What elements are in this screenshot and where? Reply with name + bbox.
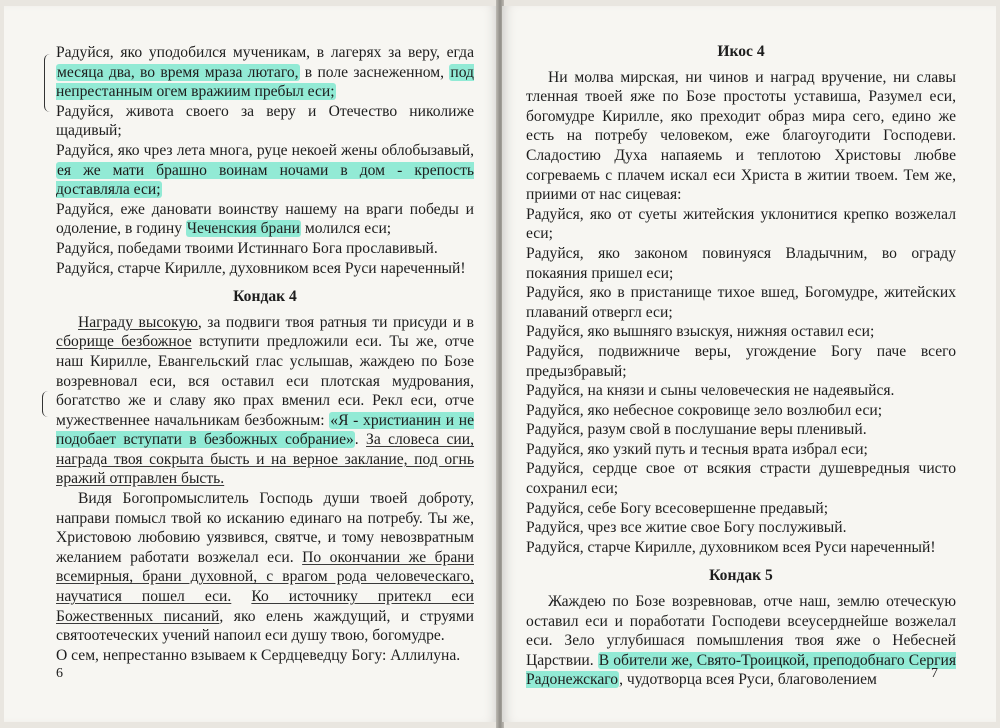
ikos-line: Радуйся, яко вышняго взыскуя, нижняя оставил еси; <box>526 323 875 341</box>
underlined-text: Награду высокую <box>78 313 198 331</box>
ikos-line: Радуйся, подвижниче веры, угождение Богу паче всего предызбравый; <box>526 342 956 380</box>
paragraph <box>56 489 474 646</box>
paragraph <box>56 141 474 200</box>
highlighted-text: ея же мати брашно воинам ночами в дом - крепость доставляла еси; <box>56 161 474 199</box>
ikos-line: Радуйся, старче Кирилле, духовником всея Руси нареченный! <box>526 538 936 556</box>
section-heading: Кондак 4 <box>233 288 297 306</box>
ikos-line: Радуйся, яко небесное сокровище зело возлюбил еси; <box>526 401 883 419</box>
paragraph <box>56 313 474 489</box>
text-run: Радуйся, еже дановати воинству нашему на враги победы и одоление, в годину <box>56 200 474 238</box>
underlined-text: сборище безбожное <box>56 333 192 351</box>
paragraph <box>56 200 474 239</box>
ikos-line: Радуйся, яко в пристанище тихое вшед, Богомудре, житейских плаваний отвергл еси; <box>526 284 956 321</box>
ikos-lines <box>526 205 956 558</box>
paragraph <box>526 592 956 690</box>
ikos-line: Радуйся, яко от суеты житейския уклонитися крепко возжелал еси; <box>526 205 956 243</box>
text-run: Радуйся, яко чрез лета многа, руце некоей жены облобызавый, <box>56 141 474 159</box>
paragraph: О сем, непрестанно взываем к Сердцеведцу Богу: Аллилуна. <box>56 646 461 664</box>
ikos-line: Радуйся, яко законом повинуяся Владычним, во ограду покаяния пришел еси; <box>526 244 956 282</box>
underlined-text: За словеса сии, награда твоя сокрыта бысть и на верное заклание, под огнь вражий отправлен бысть. <box>56 431 475 488</box>
text-run: в поле заснеженном, <box>299 63 450 81</box>
page-number: 6 <box>56 666 63 681</box>
ikos-line: Радуйся, чрез все житие свое Богу послуживый. <box>526 519 847 537</box>
text-run <box>231 588 251 605</box>
paragraph <box>56 43 474 102</box>
ikos-line: Радуйся, яко узкий путь и тесныя врата избрал еси; <box>526 440 868 458</box>
paragraph: Радуйся, живота своего за веру и Отечество николиже щадивый; <box>56 102 474 140</box>
underlined-text: Ко источнику притекл еси Божественных писаний <box>56 588 474 625</box>
right-page <box>502 6 996 722</box>
highlighted-text: «Я - христианин и не подобает вступати в безбожных собрание» <box>56 411 474 449</box>
highlighted-text: под непрестанным огем вражиим пребыл еси; <box>56 63 474 101</box>
ikos-line: Радуйся, разум свой в послушание веры пленивый. <box>526 421 867 439</box>
highlighted-text: месяца два, во время мраза лютаго, <box>57 63 299 81</box>
paragraph: Ни молва мирская, ни чинов и наград вручение, ни славы тленная твоей яже по Бозе простоты уставиша, Разумел еси, богомудре Кирилле, яко преходит образ мира сего, едино же есть на потребу человеком, еже благоугодити Господеви. Сладостию Духа напаяемь и теплотою Христовы любве согреваемь с плачем искал еси Христа в житии твоем. Тем же, приими от нас сицевая: <box>526 68 956 204</box>
highlighted-text: В обители же, Свято-Троицкой, преподобнаго Сергия Радонежскаго <box>526 651 956 689</box>
text-run: Жаждею по Бозе возревновав, отче наш, землю отеческую оставил еси и поработати Господеви всеусерднейше возжелал еси. Зело углубишася помышления твоя яже о Небесней Царствии. <box>526 593 956 669</box>
pen-mark <box>42 391 53 417</box>
text-run: , за подвиги твоя ратныя ти присуди и в <box>197 313 474 331</box>
ikos-line: Радуйся, на князи и сыны человеческия не надеявыйся. <box>526 382 895 400</box>
ikos-line: Радуйся, сердце свое от всякия страсти душевредныя чисто сохранил еси; <box>526 460 956 498</box>
text-run: , чудотворца всея Руси, благоволением <box>619 671 877 689</box>
paragraph: Радуйся, победами твоими Истиннаго Бога прославивый. <box>56 239 438 257</box>
highlighted-text: Чеченския брани <box>186 220 300 238</box>
text-run: вступити предложили еси. Ты же, отче наш Кирилле, Евангельский глас услышав, жаждею по Бозе возревновал еси, вся оставил еси плотская мудрования, богатство же и славу яко прах вменил еси. Рекл еси, отче мужественнее начальникам безбожным: <box>56 333 474 429</box>
section-heading: Икос 4 <box>717 43 765 60</box>
page-number: 7 <box>931 666 938 681</box>
text-run: Видя Богопромыслитель Господь души твоей доброту, направи помысл твой ко исканию единаго на потребу. Ты же, Христовою любовию уязвився, святче, и тому невозвратным желанием работати возжелал еси. <box>56 490 474 566</box>
text-run: . <box>354 431 367 449</box>
text-run: молился еси; <box>300 220 392 238</box>
left-page <box>4 6 498 722</box>
text-run: Радуйся, яко уподобился мученикам, в лагерях за веру, егда <box>56 44 474 61</box>
section-heading: Кондак 5 <box>709 567 773 585</box>
ikos-line: Радуйся, себе Богу всесовершенне предавый; <box>526 499 829 517</box>
text-run: , яко елень жаждущий, и струями святоотеческих учений напоил еси душу твою, богомудре. <box>56 607 474 645</box>
paragraph: Радуйся, старче Кирилле, духовником всея Руси нареченный! <box>56 259 466 277</box>
pen-mark <box>44 54 55 112</box>
underlined-text: По окончании же брани всемирныя, брани духовной, с врагом рода человеческаго, научатися пошел еси. <box>56 548 474 606</box>
